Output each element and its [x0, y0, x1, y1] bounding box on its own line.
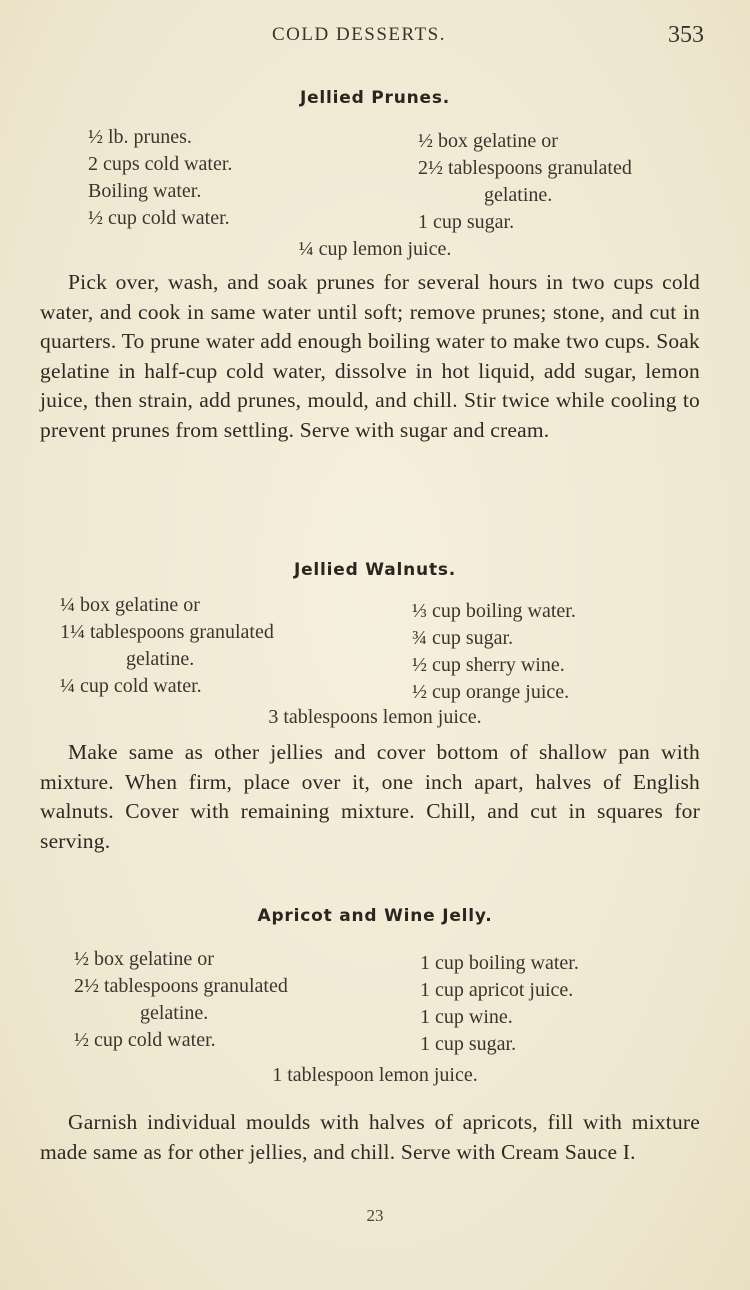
recipe-method: Garnish individual moulds with halves of apricots, fill with mixture made same as for other jellies, and chill. Serve with Cream Sauce I. — [40, 1110, 700, 1164]
ingredient: 2½ tablespoons granulated — [74, 975, 288, 997]
ingredient-column-right — [412, 598, 576, 706]
ingredient: 1 cup boiling water. — [420, 952, 579, 974]
recipe-title: Jellied Prunes. — [299, 88, 451, 108]
ingredient: ½ box gelatine or — [418, 130, 558, 152]
ingredient: ¼ box gelatine or — [60, 594, 200, 616]
ingredient: 2 cups cold water. — [88, 153, 233, 175]
ingredient: Boiling water. — [88, 180, 202, 202]
ingredient: 1 cup wine. — [420, 1006, 513, 1028]
ingredient-column-left — [88, 124, 232, 232]
ingredient: gelatine. — [126, 648, 195, 670]
ingredient-column-left — [60, 592, 274, 700]
ingredient-centered: 3 tablespoons lemon juice. — [268, 706, 482, 728]
ingredient-list — [0, 124, 750, 236]
ingredient: ½ cup cold water. — [88, 207, 230, 229]
ingredient: ½ cup orange juice. — [412, 681, 570, 703]
ingredient-centered: ¼ cup lemon juice. — [298, 238, 452, 260]
ingredient: ½ cup cold water. — [74, 1029, 216, 1051]
ingredient: ⅓ cup boiling water. — [412, 600, 576, 622]
recipe-title: Apricot and Wine Jelly. — [257, 906, 493, 926]
recipe-title: Jellied Walnuts. — [293, 560, 457, 580]
ingredient: 1¼ tablespoons granulated — [60, 621, 274, 643]
ingredient: 1 cup sugar. — [418, 211, 515, 233]
ingredient: gelatine. — [484, 184, 553, 206]
recipe-jellied-prunes — [0, 88, 750, 260]
ingredient: 1 cup sugar. — [420, 1033, 517, 1055]
ingredient: gelatine. — [140, 1002, 209, 1024]
signature-mark: 23 — [366, 1206, 384, 1225]
ingredient: ¾ cup sugar. — [412, 627, 514, 649]
ingredient-column-right — [420, 950, 579, 1058]
ingredient: 1 cup apricot juice. — [420, 979, 574, 1001]
ingredient: ¼ cup cold water. — [60, 675, 202, 697]
running-head — [0, 22, 750, 52]
ingredient: ½ cup sherry wine. — [412, 654, 565, 676]
ingredient-list — [0, 946, 750, 1058]
ingredient-column-right — [418, 128, 632, 236]
ingredient: ½ box gelatine or — [74, 948, 214, 970]
ingredient-centered: 1 tablespoon lemon juice. — [272, 1064, 478, 1086]
ingredient: 2½ tablespoons granulated — [418, 157, 632, 179]
ingredient-column-left — [74, 946, 288, 1054]
recipe-method: Pick over, wash, and soak prunes for several hours in two cups cold water, and cook in same water until soft; remove prunes; stone, and cut in quarters. To prune water add enough boiling water to make two cups. Soak gelatine in half-cup cold water, dissolve in hot liquid, add sugar, lemon juice, then strain, add prunes, mould, and chill. Stir twice while cooling to prevent prunes from settling. Serve with sugar and cream. — [40, 270, 700, 442]
recipe-method: Make same as other jellies and cover bottom of shallow pan with mixture. When firm, place over it, one inch apart, halves of English walnuts. Cover with remaining mixture. Chill, and cut in squares for serving. — [40, 740, 700, 853]
page-number: 353 — [668, 22, 704, 48]
ingredient: ½ lb. prunes. — [88, 126, 192, 148]
ingredient-list — [0, 592, 750, 704]
running-title: COLD DESSERTS. — [272, 24, 446, 45]
recipe-apricot-wine-jelly — [0, 906, 750, 1086]
recipe-jellied-walnuts — [0, 560, 750, 728]
